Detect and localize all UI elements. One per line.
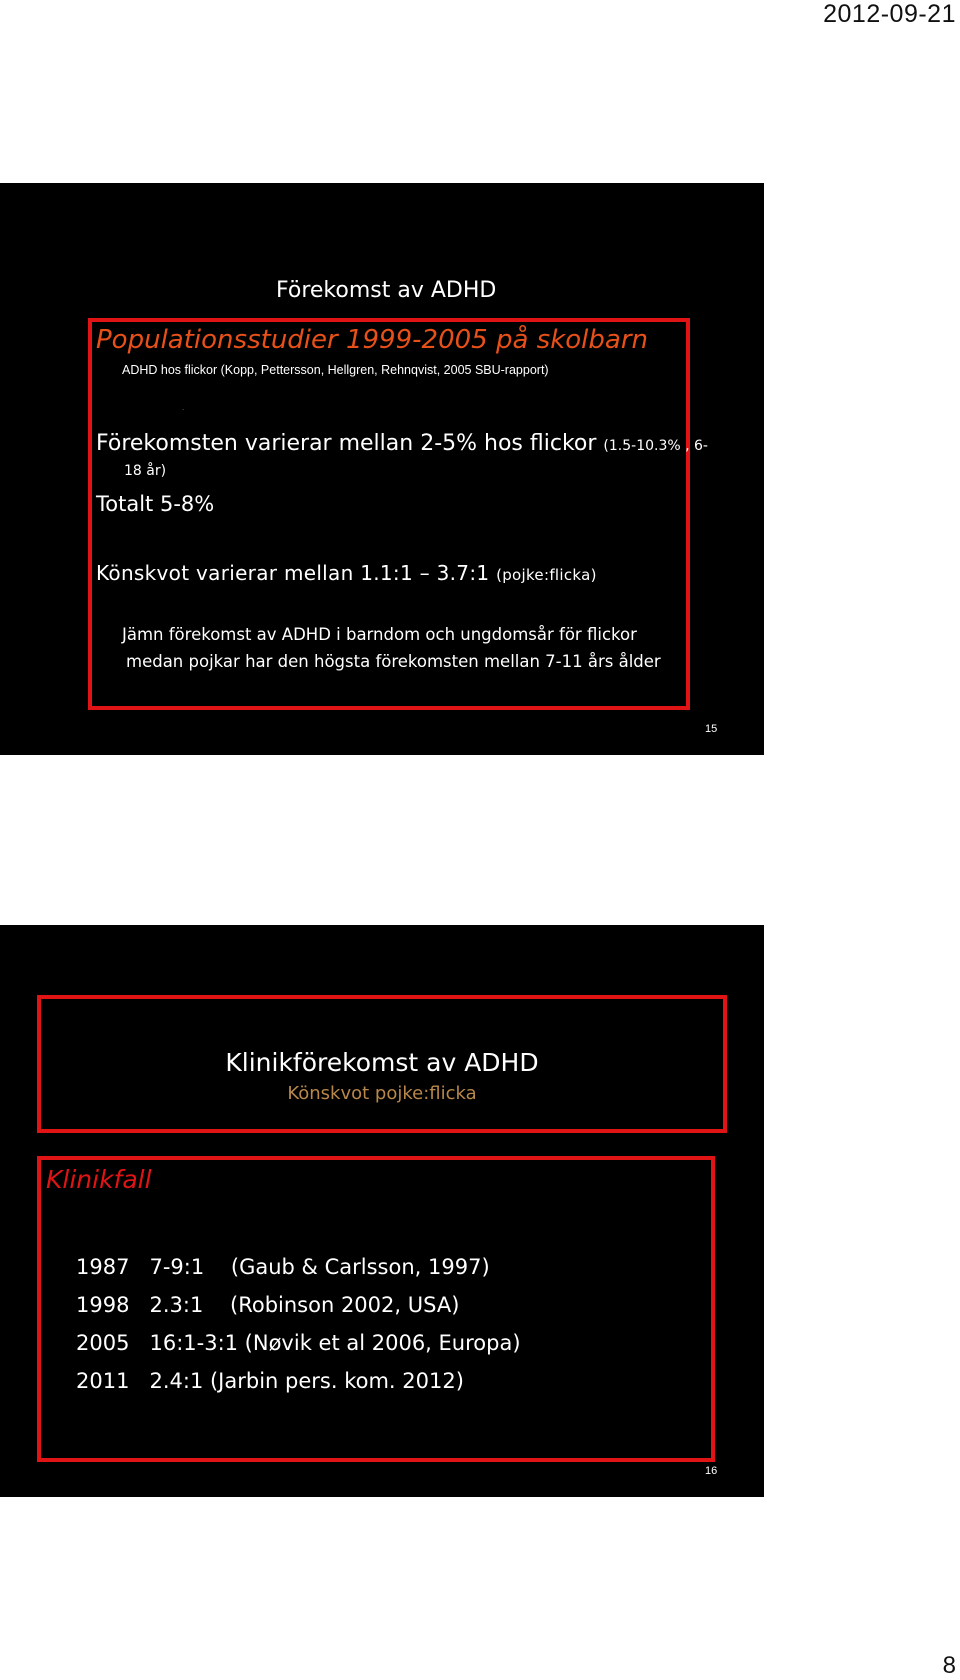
gender-ratio-note: (pojke:flicka) — [496, 566, 597, 584]
list-item: 1987 7-9:1 (Gaub & Carlsson, 1997) — [76, 1255, 490, 1279]
prevalence-girls-text: Förekomsten varierar mellan 2-5% hos flickor — [96, 431, 597, 456]
prevalence-girls-range: (1.5-10.3% , 6- — [603, 438, 708, 454]
section-heading: Populationsstudier 1999-2005 på skolbarn — [96, 325, 648, 355]
slide-title: Klinikförekomst av ADHD — [225, 1048, 539, 1077]
slide-15 — [0, 183, 764, 755]
prevalence-girls-age: 18 år) — [124, 463, 167, 479]
slide-subtitle: Könskvot pojke:flicka — [287, 1083, 477, 1104]
slide-number: 16 — [705, 1465, 718, 1477]
list-item: 2005 16:1-3:1 (Nøvik et al 2006, Europa) — [76, 1331, 521, 1355]
ratio-list — [76, 1248, 521, 1400]
page-number: 8 — [942, 1652, 956, 1679]
section-label: Klinikfall — [46, 1165, 152, 1194]
source-reference: ADHD hos flickor (Kopp, Pettersson, Hellgren, Rehnqvist, 2005 SBU-rapport) — [122, 363, 549, 377]
page-date: 2012-09-21 — [823, 0, 956, 28]
slide-number: 15 — [705, 723, 718, 735]
summary-line-1: Jämn förekomst av ADHD i barndom och ungdomsår för flickor — [122, 625, 637, 644]
summary-line-2: medan pojkar har den högsta förekomsten mellan 7-11 års ålder — [126, 652, 661, 671]
gender-ratio-text: Könskvot varierar mellan 1.1:1 – 3.7:1 — [96, 561, 490, 585]
list-item: 1998 2.3:1 (Robinson 2002, USA) — [76, 1293, 460, 1317]
gender-ratio — [96, 561, 597, 585]
slide-16 — [0, 925, 764, 1497]
slide-title: Förekomst av ADHD — [276, 278, 497, 303]
dot-mark: . — [182, 403, 185, 412]
prevalence-total: Totalt 5-8% — [96, 492, 215, 516]
prevalence-girls — [96, 431, 708, 456]
list-item: 2011 2.4:1 (Jarbin pers. kom. 2012) — [76, 1369, 464, 1393]
